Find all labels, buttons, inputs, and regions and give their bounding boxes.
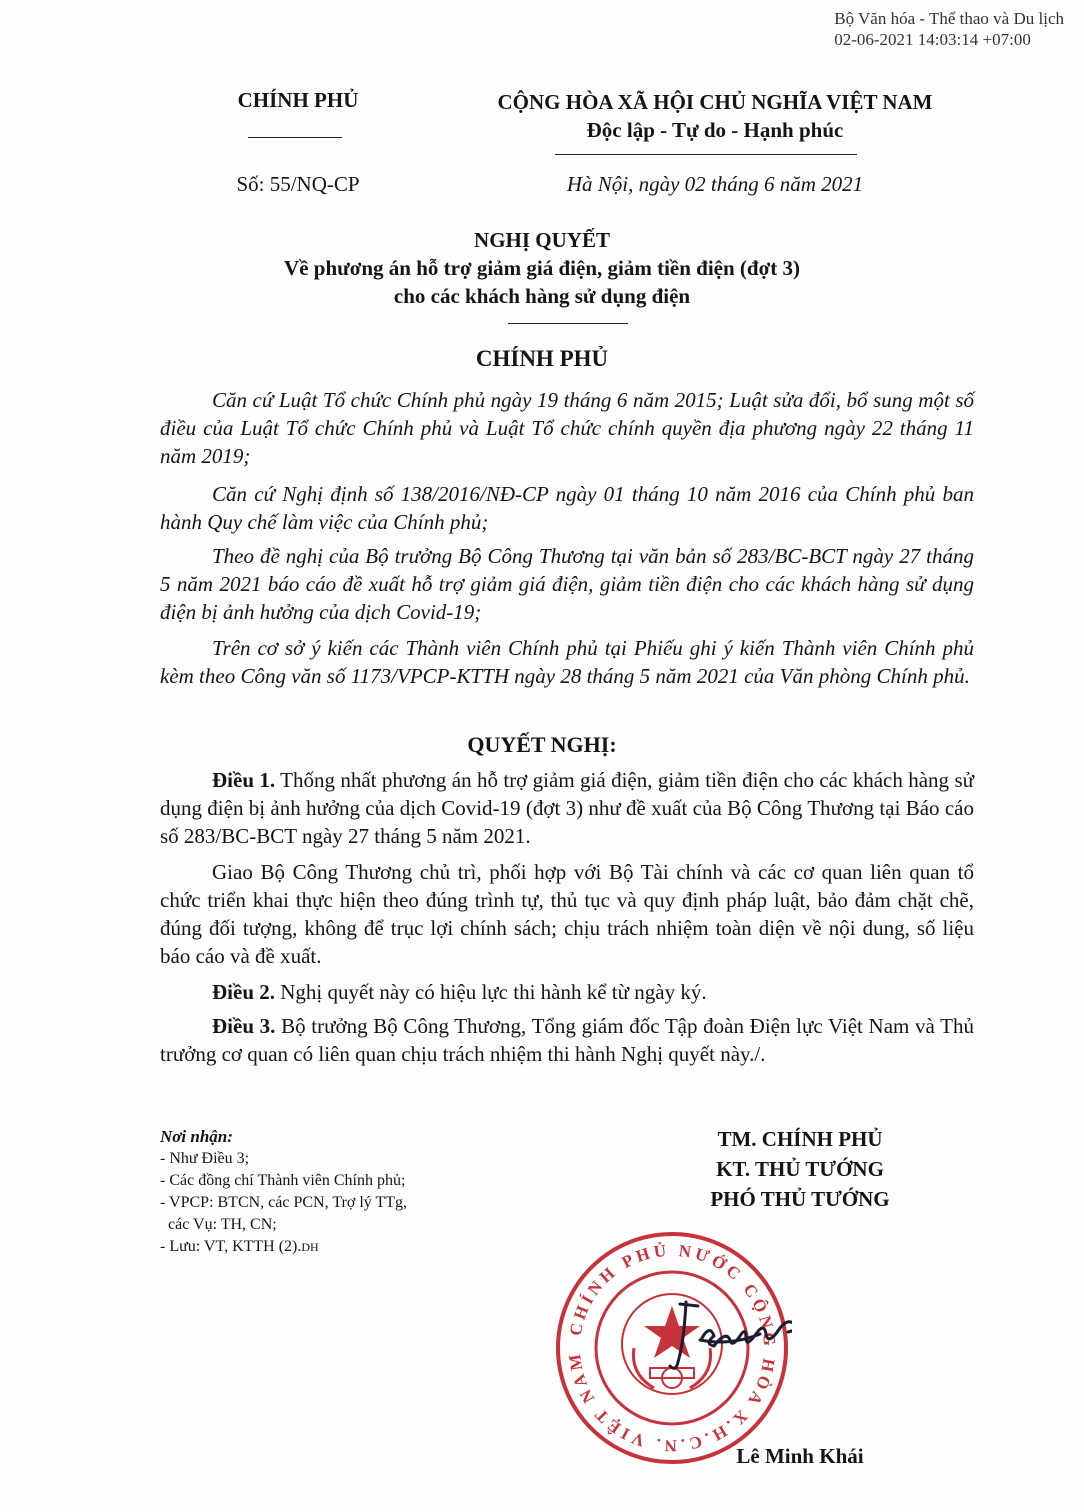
issuer-underline [248, 137, 342, 138]
issuer-name: CHÍNH PHỦ [237, 88, 359, 112]
preamble-2: Căn cứ Nghị định số 138/2016/NĐ-CP ngày 01 tháng 10 năm 2016 của Chính phủ ban hành Quy chế làm việc của Chính phủ; [160, 482, 974, 534]
digital-signature-info [834, 8, 1064, 50]
title-line-1: Về phương án hỗ trợ giảm giá điện, giảm tiền điện (đợt 3) [284, 256, 800, 280]
preamble-4: Trên cơ sở ý kiến các Thành viên Chính phủ tại Phiếu ghi ý kiến Thành viên Chính phủ kèm theo Công văn số 1173/VPCP-KTTH ngày 28 tháng 5 năm 2021 của Văn phòng Chính phủ. [160, 636, 974, 688]
recipient-item-last [160, 1236, 540, 1258]
recipient-item: - Các đồng chí Thành viên Chính phủ; [160, 1172, 406, 1189]
recipient-item: - VPCP: BTCN, các PCN, Trợ lý TTg, [160, 1194, 408, 1211]
emblem-star-icon [644, 1306, 700, 1358]
document-title [60, 226, 1024, 310]
seal-ring-textpath: CHÍNH PHỦ NƯỚC CỘNG HÒA X.H.C.N. VIỆT NAM [564, 1240, 780, 1456]
signature-line-1: TM. CHÍNH PHỦ [717, 1127, 883, 1151]
signature-org: Bộ Văn hóa - Thể thao và Du lịch [834, 9, 1064, 28]
motto-underline [555, 154, 857, 155]
signature-block [600, 1124, 1000, 1214]
article-1 [160, 766, 974, 850]
title-line-2: cho các khách hàng sử dụng điện [393, 284, 691, 308]
emblem-ribbon-icon [650, 1368, 694, 1378]
motto: Độc lập - Tự do - Hạnh phúc [586, 118, 844, 142]
signature-line-2: KT. THỦ TƯỚNG [716, 1157, 884, 1181]
article-3-text: Bộ trưởng Bộ Công Thương, Tổng giám đốc Tập đoàn Điện lực Việt Nam và Thủ trưởng cơ quan có liên quan chịu trách nhiệm thi hành Nghị quyết này./. [160, 1014, 974, 1066]
signature-line-3: PHÓ THỦ TƯỚNG [710, 1187, 890, 1211]
doc-number: Số: 55/NQ-CP [236, 172, 360, 196]
document-type: NGHỊ QUYẾT [474, 228, 610, 252]
place-date: Hà Nội, ngày 02 tháng 6 năm 2021 [566, 172, 864, 196]
recipient-suffix: DH [301, 1240, 319, 1254]
article-1-label: Điều 1. [212, 768, 276, 792]
title-underline [508, 323, 628, 324]
article-1-text: Thống nhất phương án hỗ trợ giảm giá điện, giảm tiền điện cho các khách hàng sử dụng điện bị ảnh hưởng của dịch Covid-19 (đợt 3) như đề xuất của Bộ Công Thương tại Báo cáo số 283/BC-BCT ngày 27 tháng 5 năm 2021. [160, 768, 974, 848]
article-3-label: Điều 3. [212, 1014, 276, 1038]
recipients-block [160, 1126, 540, 1258]
preamble-3: Theo đề nghị của Bộ trưởng Bộ Công Thương tại văn bản số 283/BC-BCT ngày 27 tháng 5 năm 2021 báo cáo đề xuất hỗ trợ giảm giá điện, giảm tiền điện cho các khách hàng sử dụng điện bị ảnh hưởng của dịch Covid-19; [160, 544, 974, 624]
recipient-item-text: - Lưu: VT, KTTH (2). [160, 1238, 302, 1255]
seal-outer-ring [558, 1234, 786, 1462]
article-2-label: Điều 2. [212, 980, 275, 1004]
handwritten-signature-icon [670, 1302, 792, 1368]
recipient-item: các Vụ: TH, CN; [168, 1216, 277, 1233]
article-2 [160, 978, 974, 1006]
signer-name: Lê Minh Khái [736, 1444, 864, 1468]
resolves-heading: QUYẾT NGHỊ: [467, 732, 617, 757]
recipients-title: Nơi nhận: [160, 1127, 233, 1146]
preamble-1: Căn cứ Luật Tổ chức Chính phủ ngày 19 tháng 6 năm 2015; Luật sửa đổi, bổ sung một số điều của Luật Tổ chức Chính phủ và Luật Tổ chức chính quyền địa phương ngày 22 tháng 11 năm 2019; [160, 388, 974, 468]
signature-datetime: 02-06-2021 14:03:14 +07:00 [834, 30, 1031, 49]
official-seal-icon [552, 1228, 792, 1468]
article-2-text: Nghị quyết này có hiệu lực thi hành kể từ ngày ký. [275, 980, 707, 1004]
authority-heading: CHÍNH PHỦ [475, 346, 609, 371]
issuer-block [198, 88, 398, 113]
article-3 [160, 1012, 974, 1068]
article-1-para-2: Giao Bộ Công Thương chủ trì, phối hợp với Bộ Tài chính và các cơ quan liên quan tổ chức triển khai thực hiện theo đúng trình tự, thủ tục và quy định pháp luật, bảo đảm chặt chẽ, đúng đối tượng, không để trục lợi chính sách; chịu trách nhiệm toàn diện về nội dung, số liệu báo cáo và đề xuất. [160, 860, 974, 968]
recipient-item: - Như Điều 3; [160, 1150, 250, 1167]
nation-block [440, 88, 990, 144]
nation-name: CỘNG HÒA XÃ HỘI CHỦ NGHĨA VIỆT NAM [497, 90, 933, 114]
